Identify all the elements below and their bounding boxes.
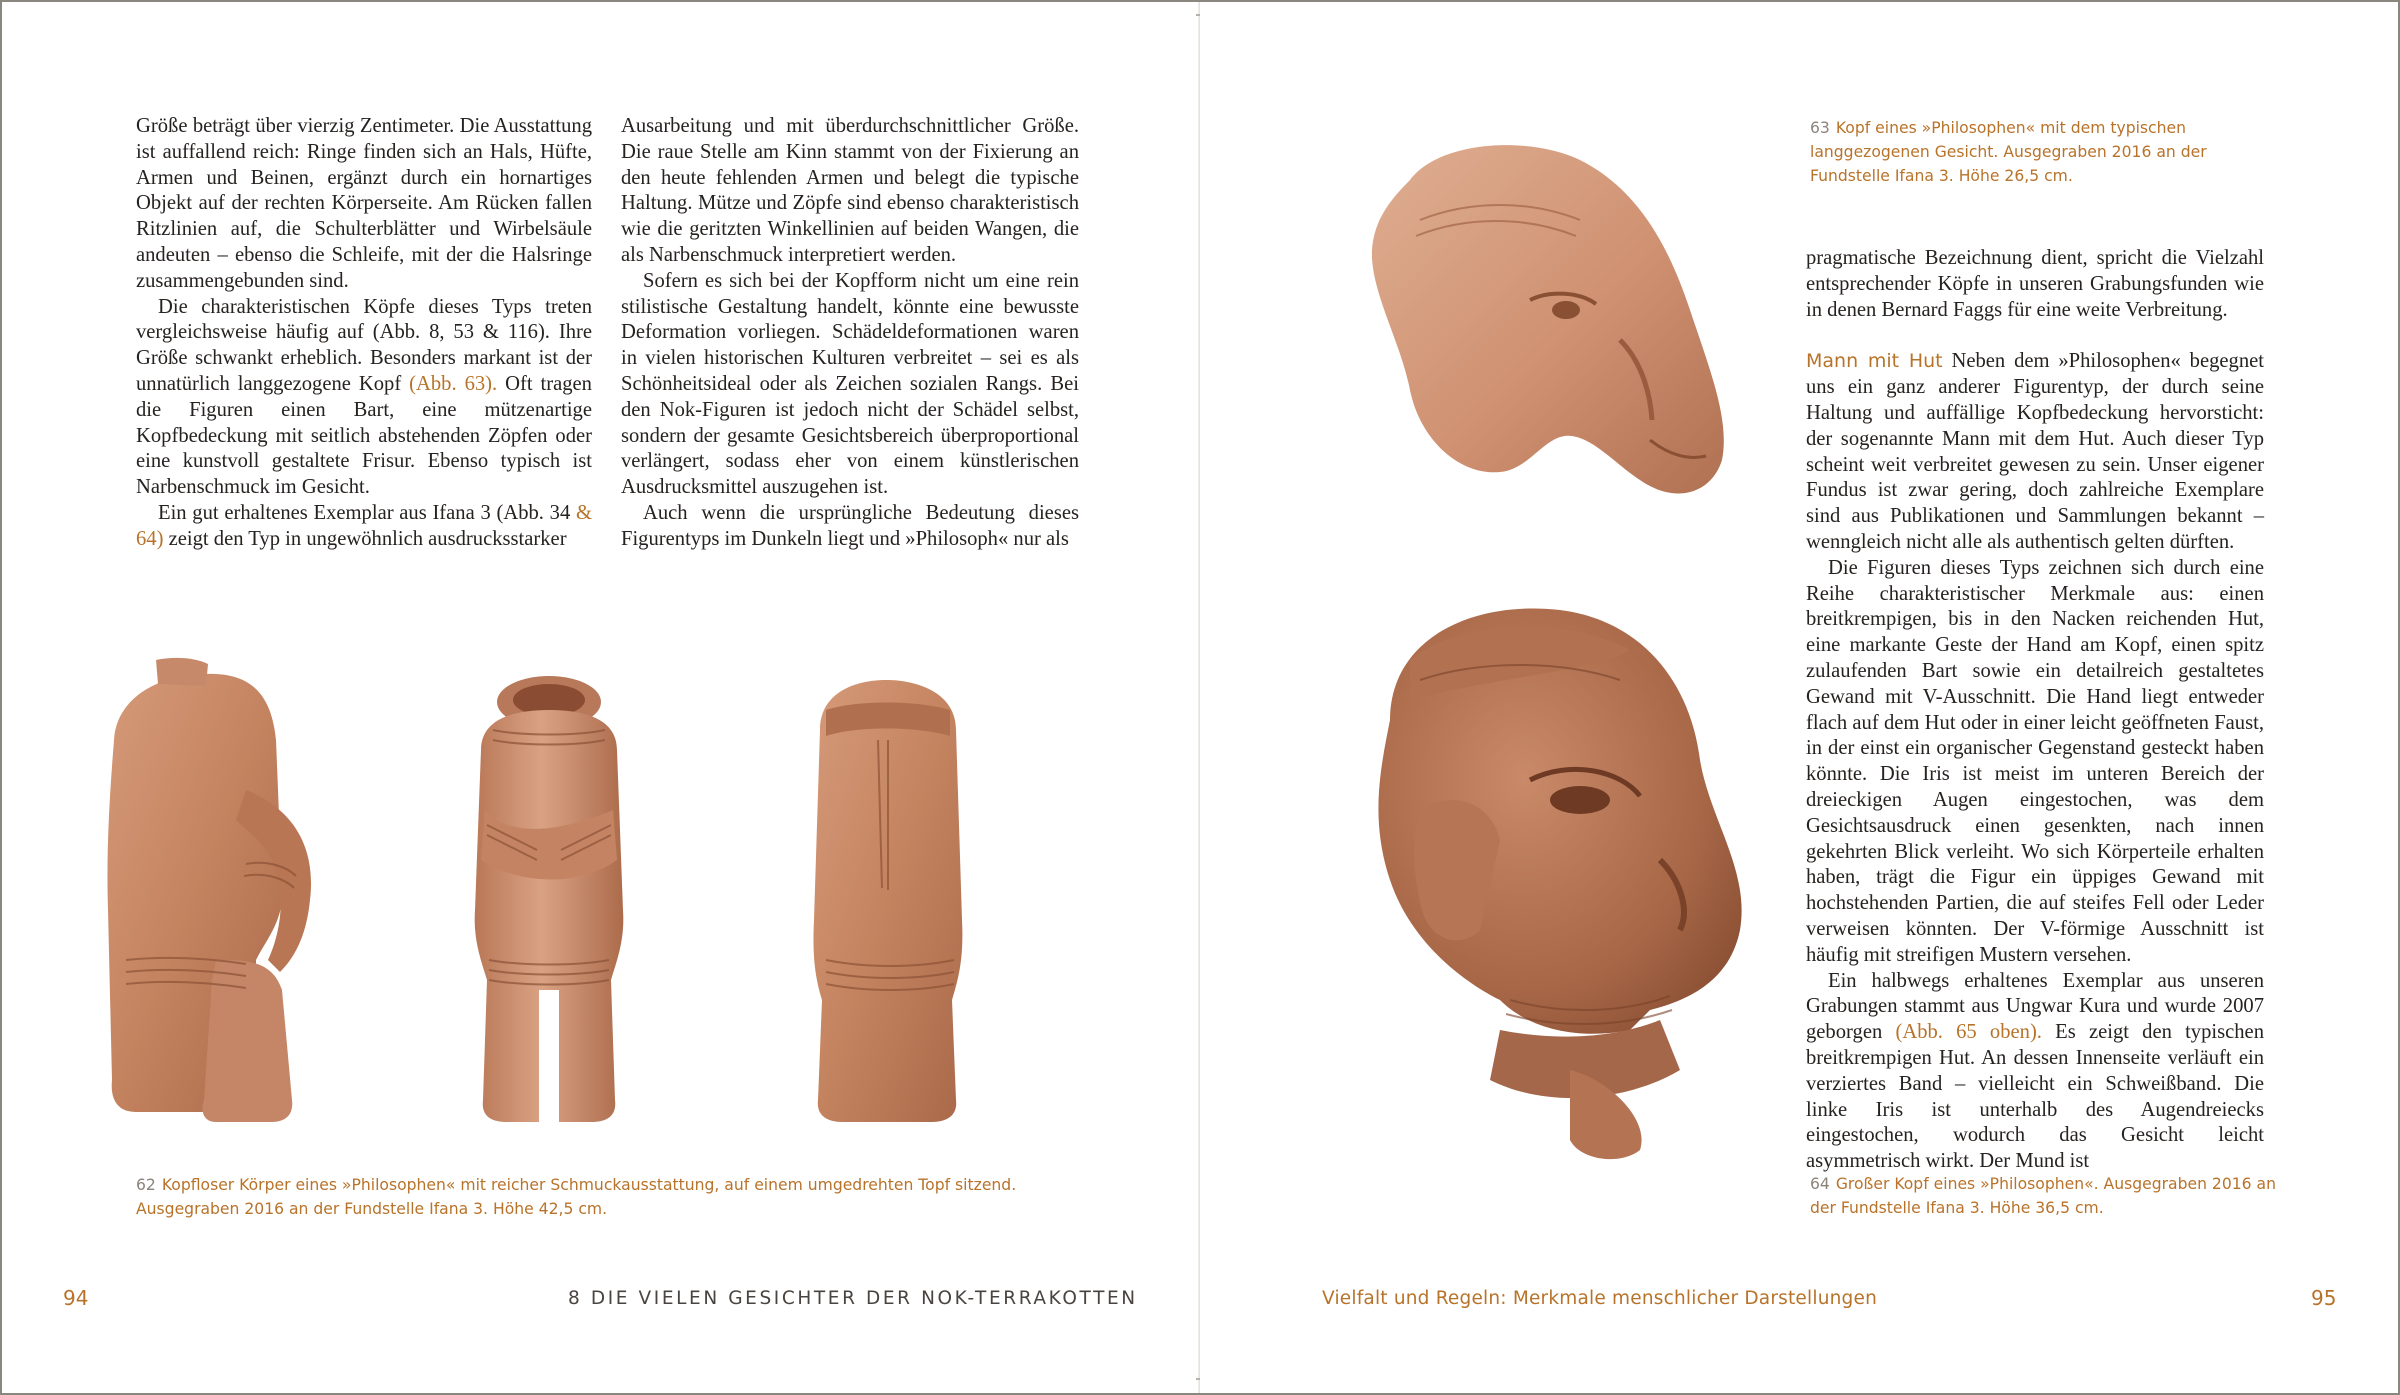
figure-62-caption bbox=[136, 1173, 1096, 1221]
figure-64-large-head-photo bbox=[1330, 600, 1770, 1160]
right-column bbox=[1806, 246, 2264, 1175]
paragraph-text: Neben dem »Philosophen« begegnet uns ein ganz anderer Figurentyp, der durch seine Haltung und auffällige Kopfbedeckung hervorsticht: der sogenannte Mann mit dem Hut. Auch dieser Typ scheint weit verbreitet gewesen zu sein. Unser eigener Fundus ist zwar gering, doch zahlreiche Exemplare sind aus Publikationen und Sammlungen bekannt – wenngleich nicht alle als authentisch gelten dürften. bbox=[1806, 350, 2264, 553]
paragraph: Sofern es sich bei der Kopfform nicht um eine rein stilistische Gestaltung handelt, könnte eine bewusste Deformation vorliegen. Schädeldeformationen waren in vielen historischen Kulturen verbreitet – sei es als Schönheitsideal oder als Zeichen sozialen Rangs. Bei den Nok-Figuren ist jedoch nicht der Schädel selbst, sondern der gesamte Gesichtsbereich überproportional verlängert, sodass eher von einem künstlerischen Ausdrucksmittel auszugehen ist. bbox=[621, 269, 1079, 499]
figure-reference[interactable]: (Abb. 63). bbox=[409, 372, 498, 395]
figure-reference[interactable]: (Abb. 65 oben). bbox=[1895, 1021, 2042, 1044]
figure-64-caption bbox=[1810, 1172, 2280, 1220]
paragraph-text: Ein halbwegs erhaltenes Exemplar aus unseren Grabungen stammt aus Ungwar Kura und wurde 2007 geborgen bbox=[1806, 969, 2264, 1044]
running-head-right: Vielfalt und Regeln: Merkmale menschlicher Darstellungen bbox=[1322, 1288, 1877, 1309]
paragraph: pragmatische Bezeichnung dient, spricht die Vielzahl entsprechender Köpfe in unseren Grabungsfunden wie in denen Bernard Faggs für eine weite Verbreitung. bbox=[1806, 247, 2264, 321]
right-page bbox=[1200, 0, 2400, 1395]
left-column-2 bbox=[621, 114, 1079, 553]
caption-text: Kopfloser Körper eines »Philosophen« mit reicher Schmuckausstattung, auf einem umgedrehten Topf sitzend. Ausgegraben 2016 an der Fundstelle Ifana 3. Höhe 42,5 cm. bbox=[136, 1176, 1017, 1218]
paragraph-text: Es zeigt den typischen breitkrempigen Hut. An dessen Innenseite verläuft ein verziertes Band – vielleicht ein Schweißband. Die linke Iris ist unterhalb des Augendreiecks eingestochen, wodurch das Gesicht leicht asymmetrisch wirkt. Der Mund ist bbox=[1806, 1021, 2264, 1173]
figure-63-elongated-head-photo bbox=[1350, 140, 1780, 520]
paragraph-text: Ein gut erhaltenes Exemplar aus Ifana 3 (Abb. 34 bbox=[158, 501, 571, 524]
caption-number: 64 bbox=[1810, 1175, 1830, 1193]
paragraph: Größe beträgt über vierzig Zentimeter. Die Ausstattung ist auffallend reich: Ringe finden sich an Hals, Hüfte, Armen und Beinen, ergänzt durch ein hornartiges Objekt auf der rechten Körperseite. Am Rücken fallen Ritzlinien auf, die Schulterblätter und Wirbelsäule andeuten – ebenso die Schleife, mit der die Halsringe zusammengebunden sind. bbox=[136, 115, 592, 292]
paragraph bbox=[1806, 969, 2264, 1175]
paragraph: Die Figuren dieses Typs zeichnen sich durch eine Reihe charakteristischer Merkmale aus: einen breitkrempigen, bis in den Nacken reichenden Hut, eine markante Geste der Hand am Kopf, einen spitz zulaufenden Bart sowie ein detailreich gestaltetes Gewand mit V-Ausschnitt. Die Hand liegt entweder flach auf dem Hut oder in einer leicht geöffneten Faust, in der einst ein organischer Gegenstand gesteckt haben könnte. Die Iris ist meist im unteren Bereich der dreieckigen Augen eingestochen, was dem Gesichtsausdruck einen gesenkten, nach innen gekehrten Blick verleiht. Wo sich Körperteile erhalten haben, trägt die Figur ein üppiges Gewand mit hochstehenden Partien, die auf steifes Fell oder Leder verweisen könnten. Der V-förmige Ausschnitt ist häufig mit streifigen Mustern versehen. bbox=[1806, 556, 2264, 966]
figure-62-front-view bbox=[475, 676, 624, 1122]
figure-62-side-view bbox=[107, 658, 311, 1122]
caption-text: Großer Kopf eines »Philosophen«. Ausgegraben 2016 an der Fundstelle Ifana 3. Höhe 36,5 cm. bbox=[1810, 1175, 2276, 1217]
figure-63-caption bbox=[1810, 116, 2280, 188]
section-heading: Mann mit Hut bbox=[1806, 350, 1943, 373]
paragraph-text: zeigt den Typ in ungewöhnlich ausdrucksstarker bbox=[168, 527, 567, 550]
figure-62-back-view bbox=[813, 680, 962, 1122]
paragraph bbox=[136, 501, 592, 553]
folio-left: 94 bbox=[63, 1286, 89, 1310]
folio-right: 95 bbox=[2311, 1286, 2337, 1310]
figure-reference[interactable]: & 64) bbox=[136, 501, 592, 550]
figure-62-seated-figure-photos bbox=[96, 660, 1016, 1130]
left-column-1 bbox=[136, 114, 592, 553]
paragraph: Auch wenn die ursprüngliche Bedeutung dieses Figurentyps im Dunkeln liegt und »Philosoph« nur als bbox=[621, 501, 1079, 550]
caption-text: Kopf eines »Philosophen« mit dem typischen langgezogenen Gesicht. Ausgegraben 2016 an der Fundstelle Ifana 3. Höhe 26,5 cm. bbox=[1810, 119, 2207, 185]
paragraph-text: Die charakteristischen Köpfe dieses Typs treten vergleichsweise häufig auf (Abb. 8, 53 & 116). Ihre Größe schwankt erheblich. Besonders markant ist der unnatürlich langgezogene Kopf bbox=[136, 295, 592, 395]
paragraph: Ausarbeitung und mit überdurchschnittlicher Größe. Die raue Stelle am Kinn stammt von der Fixierung an den heute fehlenden Armen und belegt die typische Haltung. Mütze und Zöpfe sind ebenso charakteristisch wie die geritzten Winkellinien auf beiden Wangen, die als Narbenschmuck interpretiert werden. bbox=[621, 115, 1079, 266]
caption-number: 62 bbox=[136, 1176, 156, 1194]
paragraph-text: Oft tragen die Figuren einen Bart, eine mützenartige Kopfbedeckung mit seitlich abstehenden Zöpfen oder eine kunstvoll gestaltete Frisur. Ebenso typisch ist Narbenschmuck im Gesicht. bbox=[136, 372, 592, 499]
running-head-left: 8 DIE VIELEN GESICHTER DER NOK-TERRAKOTTEN bbox=[568, 1288, 1138, 1309]
paragraph bbox=[1806, 349, 2264, 555]
paragraph bbox=[136, 295, 592, 501]
caption-number: 63 bbox=[1810, 119, 1830, 137]
